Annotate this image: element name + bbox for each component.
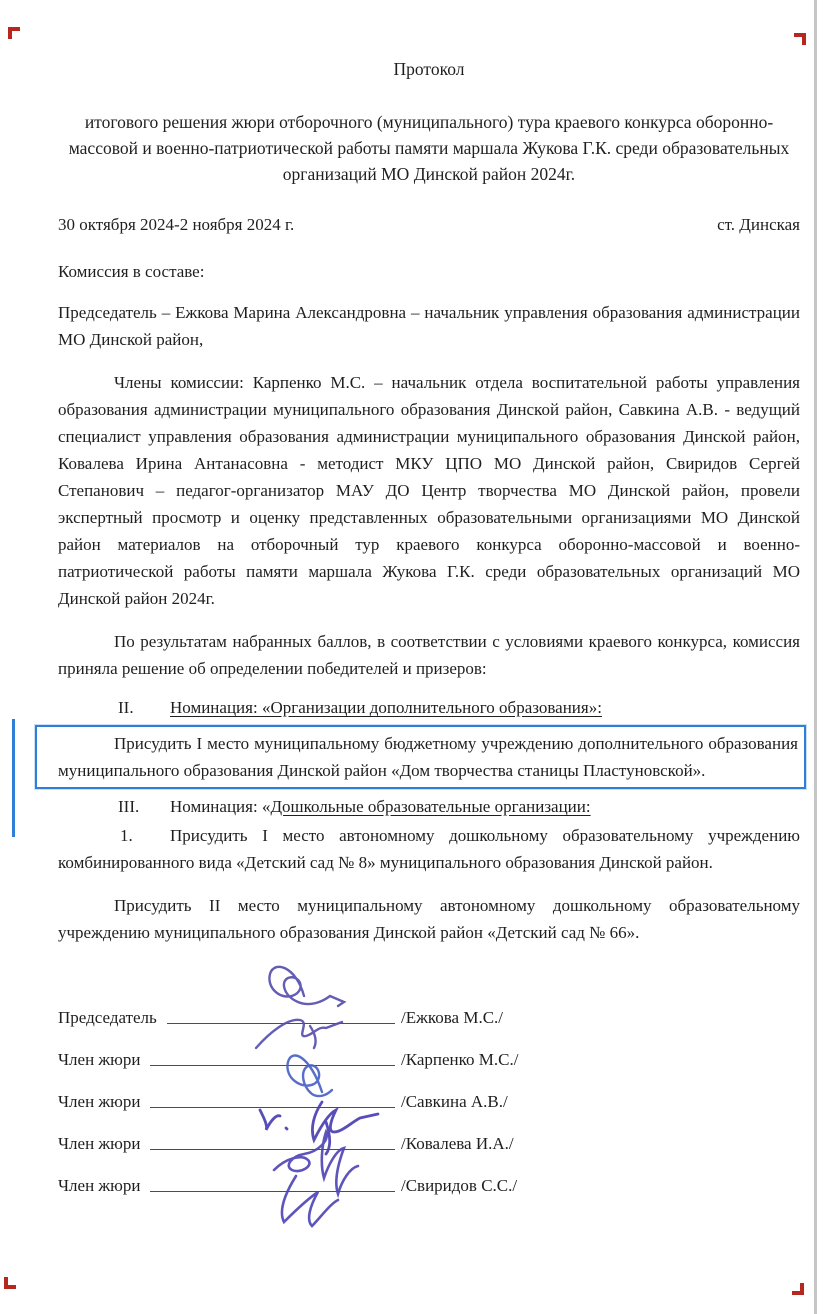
signature-name: /Ежкова М.С./ <box>401 1008 504 1027</box>
signature-row-jury-3 <box>58 1114 800 1156</box>
signature-name: /Карпенко М.С./ <box>401 1050 519 1069</box>
section-iii-number: III. <box>118 797 140 816</box>
signature-role: Член жюри <box>58 1176 141 1195</box>
award-iii-first-paragraph <box>58 822 800 876</box>
corner-mark-top-left <box>8 27 20 39</box>
scan-edge-line <box>814 0 817 1314</box>
section-iii-heading <box>118 793 800 820</box>
signature-role: Член жюри <box>58 1092 141 1111</box>
signature-line <box>150 1149 395 1150</box>
signature-name: /Савкина А.В./ <box>401 1092 508 1111</box>
corner-mark-bottom-left <box>4 1277 16 1289</box>
signature-role: Председатель <box>58 1008 157 1027</box>
signature-line <box>150 1107 395 1108</box>
commission-heading: Комиссия в составе: <box>58 262 205 281</box>
signature-name: /Свиридов С.С./ <box>401 1176 518 1195</box>
chairman-paragraph: Председатель – Ежкова Марина Александровна – начальник управления образования администрации МО Динской район, <box>58 303 800 349</box>
signature-block <box>58 988 800 1198</box>
corner-mark-bottom-right <box>792 1283 804 1295</box>
members-paragraph: Члены комиссии: Карпенко М.С. – начальник отдела воспитательной работы управления образования администрации муниципального образования Динской район, Савкина А.В. - ведущий специалист управления образования администрации муниципального образования Динской район, Ковалева Ирина Антанасовна - методист МКУ ЦПО МО Динской район, Свиридов Сергей Степанович – педагог-организатор МАУ ДО Центр творчества МО Динской район, провели экспертный просмотр и оценку представленных образовательными организациями МО Динской район материалов на отборочный тур краевого конкурса оборонно-массовой и военно-патриотической работы памяти маршала Жукова Г.К. среди образовательных организаций МО Динской район 2024г. <box>58 373 800 608</box>
list-item-number: 1. <box>120 826 133 845</box>
award-iii-first-text: Присудить I место автономному дошкольному образовательному учреждению комбинированного вида «Детский сад № 8» муниципального образования Динской район. <box>58 826 800 872</box>
document-subtitle: итогового решения жюри отборочного (муниципального) тура краевого конкурса оборонно-массовой и военно-патриотической работы памяти маршала Жукова Г.К. среди образовательных организаций МО Динской район 2024г. <box>68 112 790 184</box>
signature-row-jury-1 <box>58 1030 800 1072</box>
section-ii-number: II. <box>118 698 134 717</box>
signature-role: Член жюри <box>58 1134 141 1153</box>
signature-line <box>167 1023 395 1024</box>
section-ii-title: Номинация: «Организации дополнительного образования»: <box>170 698 602 717</box>
award-iii-second-paragraph: Присудить II место муниципальному автономному дошкольному образовательному учреждению муниципального образования Динской район «Детский сад № 66». <box>58 896 800 942</box>
award-ii-paragraph: Присудить I место муниципальному бюджетному учреждению дополнительного образования муниципального образования Динской район «Дом творчества станицы Пластуновской». <box>58 734 798 780</box>
section-iii-title: Дошкольные образовательные организации: <box>270 797 591 816</box>
signature-role: Член жюри <box>58 1050 141 1069</box>
signature-row-jury-4 <box>58 1156 800 1198</box>
section-iii-prefix: Номинация: « <box>170 797 271 816</box>
date-range: 30 октября 2024-2 ноября 2024 г. <box>58 215 295 234</box>
results-paragraph: По результатам набранных баллов, в соответствии с условиями краевого конкурса, комиссия приняла решение об определении победителей и призеров: <box>58 632 800 678</box>
highlight-left-tick <box>12 719 15 837</box>
corner-mark-top-right <box>794 33 806 45</box>
place-name: ст. Динская <box>717 215 800 234</box>
signature-line <box>150 1191 395 1192</box>
signature-name: /Ковалева И.А./ <box>401 1134 514 1153</box>
section-ii-heading <box>118 694 800 721</box>
signature-row-jury-2 <box>58 1072 800 1114</box>
signature-row-chairman <box>58 988 800 1030</box>
highlight-annotation-box <box>35 725 806 789</box>
date-row <box>58 211 800 238</box>
signature-line <box>150 1065 395 1066</box>
document-title: Протокол <box>393 59 465 79</box>
